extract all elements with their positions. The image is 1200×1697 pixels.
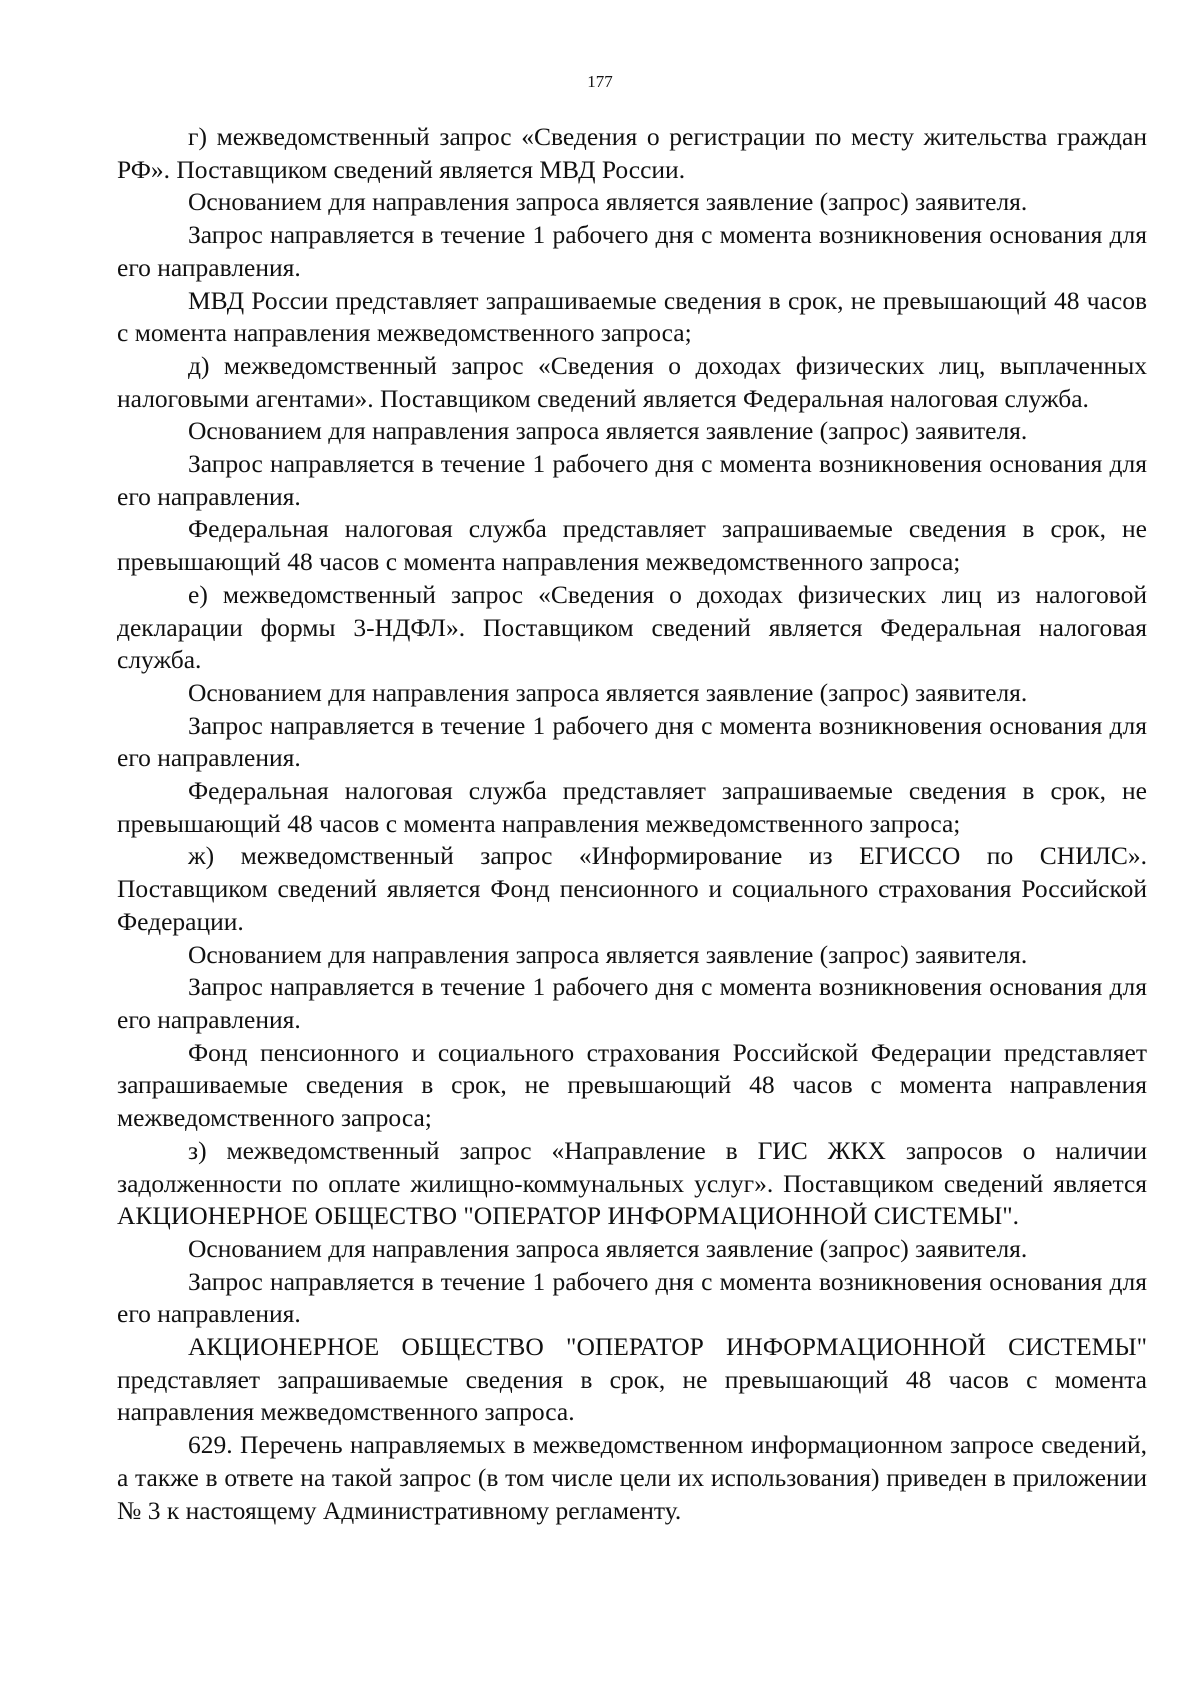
paragraph-d-request: д) межведомственный запрос «Сведения о доходах физических лиц, выплаченных налоговыми агентами». Поставщиком сведений является Федеральная налоговая служба. [117,350,1147,413]
paragraph-basis: Основанием для направления запроса является заявление (запрос) заявителя. [188,416,1028,446]
paragraph-timing: Запрос направляется в течение 1 рабочего дня с момента возникновения основания для его направления. [117,220,1147,282]
paragraph-basis: Основанием для направления запроса является заявление (запрос) заявителя. [188,939,1028,969]
paragraph-z-request: з) межведомственный запрос «Направление в ГИС ЖКХ запросов о наличии задолженности по оплате жилищно-коммунальных услуг». Поставщиком сведений является АКЦИОНЕРНОЕ ОБЩЕСТВО "ОПЕРАТОР ИНФОРМАЦИОННОЙ СИСТЕМЫ". [117,1135,1147,1231]
paragraph-timing: Запрос направляется в течение 1 рабочего дня с момента возникновения основания для его направления. [117,972,1147,1034]
paragraph-response-term: Федеральная налоговая служба представляет запрашиваемые сведения в срок, не превышающий 48 часов с момента направления межведомственного запроса; [117,514,1147,577]
paragraph-g-request: г) межведомственный запрос «Сведения о регистрации по месту жительства граждан РФ». Поставщиком сведений является МВД России. [117,122,1147,184]
paragraph-response-term: Федеральная налоговая служба представляет запрашиваемые сведения в срок, не превышающий 48 часов с момента направления межведомственного запроса; [117,776,1147,838]
paragraph-e-request: е) межведомственный запрос «Сведения о доходах физических лиц из налоговой декларации формы 3-НДФЛ». Поставщиком сведений является Федеральная налоговая служба. [117,579,1147,675]
paragraph-timing: Запрос направляется в течение 1 рабочего дня с момента возникновения основания для его направления. [117,1266,1147,1329]
paragraph-timing: Запрос направляется в течение 1 рабочего дня с момента возникновения основания для его направления. [117,710,1147,773]
paragraph-timing: Запрос направляется в течение 1 рабочего дня с момента возникновения основания для его направления. [117,449,1147,511]
page-number: 177 [587,72,613,91]
paragraph-basis: Основанием для направления запроса является заявление (запрос) заявителя. [188,187,1028,217]
paragraph-basis: Основанием для направления запроса является заявление (запрос) заявителя. [188,1233,1028,1263]
paragraph-response-term: МВД России представляет запрашиваемые сведения в срок, не превышающий 48 часов с момента направления межведомственного запроса; [117,285,1147,348]
paragraph-zh-request: ж) межведомственный запрос «Информирование из ЕГИССО по СНИЛС». Поставщиком сведений является Фонд пенсионного и социального страхования Российской Федерации. [117,841,1147,936]
paragraph-629: 629. Перечень направляемых в межведомственном информационном запросе сведений, а также в ответе на такой запрос (в том числе цели их использования) приведен в приложении № 3 к настоящему Административному регламенту. [117,1430,1147,1525]
paragraph-basis: Основанием для направления запроса является заявление (запрос) заявителя. [188,677,1028,707]
document-body [117,121,1147,1527]
paragraph-response-term: АКЦИОНЕРНОЕ ОБЩЕСТВО "ОПЕРАТОР ИНФОРМАЦИОННОЙ СИСТЕМЫ" представляет запрашиваемые сведения в срок, не превышающий 48 часов с момента направления межведомственного запроса. [117,1332,1147,1427]
paragraph-response-term: Фонд пенсионного и социального страхования Российской Федерации представляет запрашиваемые сведения в срок, не превышающий 48 часов с момента направления межведомственного запроса; [117,1037,1147,1133]
